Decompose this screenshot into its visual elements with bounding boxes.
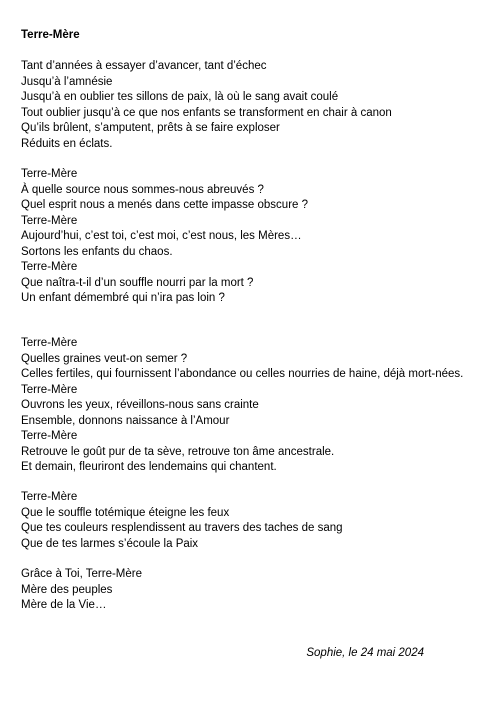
signature: Sophie, le 24 mai 2024 [306,647,424,659]
poem-line: Terre-Mère [21,261,78,273]
poem-line: Grâce à Toi, Terre-Mère [21,568,143,580]
stanza-5 [21,567,142,614]
poem-line: Ensemble, donnons naissance à l’Amour [21,414,230,427]
stanza-2 [21,167,308,307]
poem-line: Quelles graines veut-on semer ? [21,352,188,365]
poem-line: Ouvrons les yeux, réveillons-nous sans crainte [21,399,259,411]
poem-line: Terre-Mère [21,383,78,396]
poem-line: Aujourd’hui, c’est toi, c’est moi, c’est nous, les Mères… [21,230,302,242]
poem-title: Terre-Mère [21,29,80,41]
stanza-3 [21,336,463,476]
poem-line: Terre-Mère [21,430,78,442]
poem-line: Que de tes larmes s’écoule la Paix [21,537,199,550]
poem-line: Sortons les enfants du chaos. [21,245,173,258]
poem-line: Un enfant démembré qui n’ira pas loin ? [21,292,225,304]
poem-line: Que le souffle totémique éteigne les feux [21,506,230,519]
poem-line: Terre-Mère [21,491,78,503]
poem-line: Celles fertiles, qui fournissent l’abondance ou celles nourries de haine, déjà mort-nées. [21,368,464,380]
poem-line: Quel esprit nous a menés dans cette impasse obscure ? [21,199,309,211]
poem-line: Tant d’années à essayer d’avancer, tant d’échec [21,60,267,72]
poem-line: Terre-Mère [21,168,78,180]
stanza-4 [21,490,343,552]
poem-line: Mère de la Vie… [21,599,107,611]
stanza-1 [21,59,392,152]
poem-line: Terre-Mère [21,337,78,349]
poem-line: Jusqu’à en oublier tes sillons de paix, là où le sang avait coulé [21,91,339,103]
poem-line: Que naîtra-t-il d’un souffle nourri par la mort ? [21,276,254,289]
poem-line: Que tes couleurs resplendissent au travers des taches de sang [21,522,343,534]
poem-line: Réduits en éclats. [21,137,113,150]
poem-line: Et demain, fleuriront des lendemains qui chantent. [21,461,277,473]
poem-line: Jusqu’à l’amnésie [21,75,113,88]
poem-line: Terre-Mère [21,214,78,227]
poem-line: Mère des peuples [21,583,113,596]
poem-line: À quelle source nous sommes-nous abreuvés ? [21,183,264,196]
poem-line: Retrouve le goût pur de ta sève, retrouve ton âme ancestrale. [21,445,335,458]
poem-line: Tout oublier jusqu’à ce que nos enfants se transforment en chair à canon [21,106,392,119]
poem-line: Qu’ils brûlent, s’amputent, prêts à se faire exploser [21,122,280,134]
